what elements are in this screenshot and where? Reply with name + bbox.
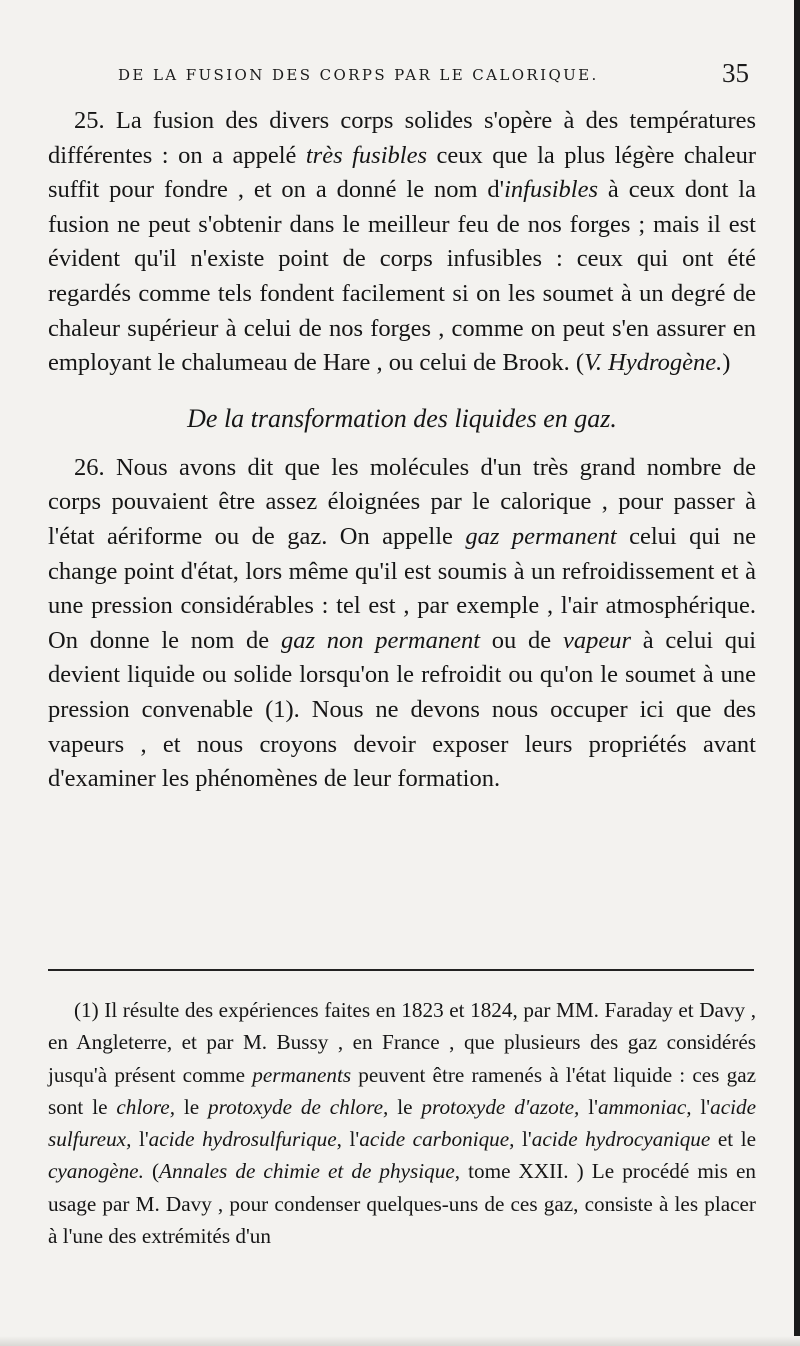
- emphasis: très fusibles: [305, 141, 427, 169]
- emphasis: gaz permanent: [465, 522, 617, 550]
- emphasis: infusibles: [504, 176, 599, 204]
- section-heading: De la transformation des liquides en gaz.: [187, 403, 617, 433]
- paragraph-25: 25. La fusion des divers corps solides s'opère à des températures différentes : on a appelé très fusibles ceux que la plus légère chaleur suffit pour fondre , et on a donné le nom d'infusibles à ceux dont la fusion ne peut s'obtenir dans le meilleur feu de nos forges ; mais il est évident qu'il n'existe point de corps infusibles : ceux qui ont été regardés comme tels fondent facilement si on les soumet à un degré de chaleur supérieur à celui de nos forges , comme on peut s'en assurer en employant le chalumeau de Hare , ou celui de Brook. (V. Hydrogène.): [48, 107, 757, 377]
- paragraph-number: 26.: [74, 453, 105, 481]
- page-number: 35: [722, 58, 749, 88]
- page-bottom-shade: [0, 1336, 800, 1346]
- page-header: [0, 60, 800, 92]
- emphasis: gaz non permanent: [280, 626, 481, 654]
- paragraph-number: 25.: [74, 107, 105, 134]
- footnote-divider: [48, 969, 754, 971]
- footnote: (1) Il résulte des expériences faites en 1823 et 1824, par MM. Faraday et Davy , en Angleterre, et par M. Bussy , en France , que plusieurs des gaz considérés jusqu'à présent comme permanents peuvent être ramenés à l'état liquide : ces gaz sont le chlore, le protoxyde de chlore, le protoxyde d'azote, l'ammoniac, l'acide sulfureux, l'acide hydrosulfurique, l'acide carbonique, l'acide hydrocyanique et le cyanogène. (Annales de chimie et de physique, tome XXII. ) Le procédé mis en usage par M. Davy , pour condenser quelques-uns de ces gaz, consiste à les placer à l'une des extrémités d'un: [48, 998, 757, 1249]
- page-edge-shadow: [794, 0, 800, 1346]
- paragraph-26: 26. Nous avons dit que les molécules d'un très grand nombre de corps pouvaient être assez éloignées par le calorique , pour passer à l'état aériforme ou de gaz. On appelle gaz permanent celui qui ne change point d'état, lors même qu'il est soumis à un refroidissement et à une pression considérables : tel est , par exemple , l'air atmosphérique. On donne le nom de gaz non permanent ou de vapeur à celui qui devient liquide ou solide lorsqu'on le refroidit ou qu'on le soumet à une pression convenable (1). Nous ne devons nous occuper ici que des vapeurs , et nous croyons devoir exposer leurs propriétés avant d'examiner les phénomènes de leur formation.: [48, 453, 757, 793]
- emphasis: vapeur: [562, 626, 631, 654]
- emphasis: V. Hydrogène.: [584, 349, 723, 377]
- main-text: [48, 104, 756, 797]
- running-title: DE LA FUSION DES CORPS PAR LE CALORIQUE.: [118, 66, 599, 84]
